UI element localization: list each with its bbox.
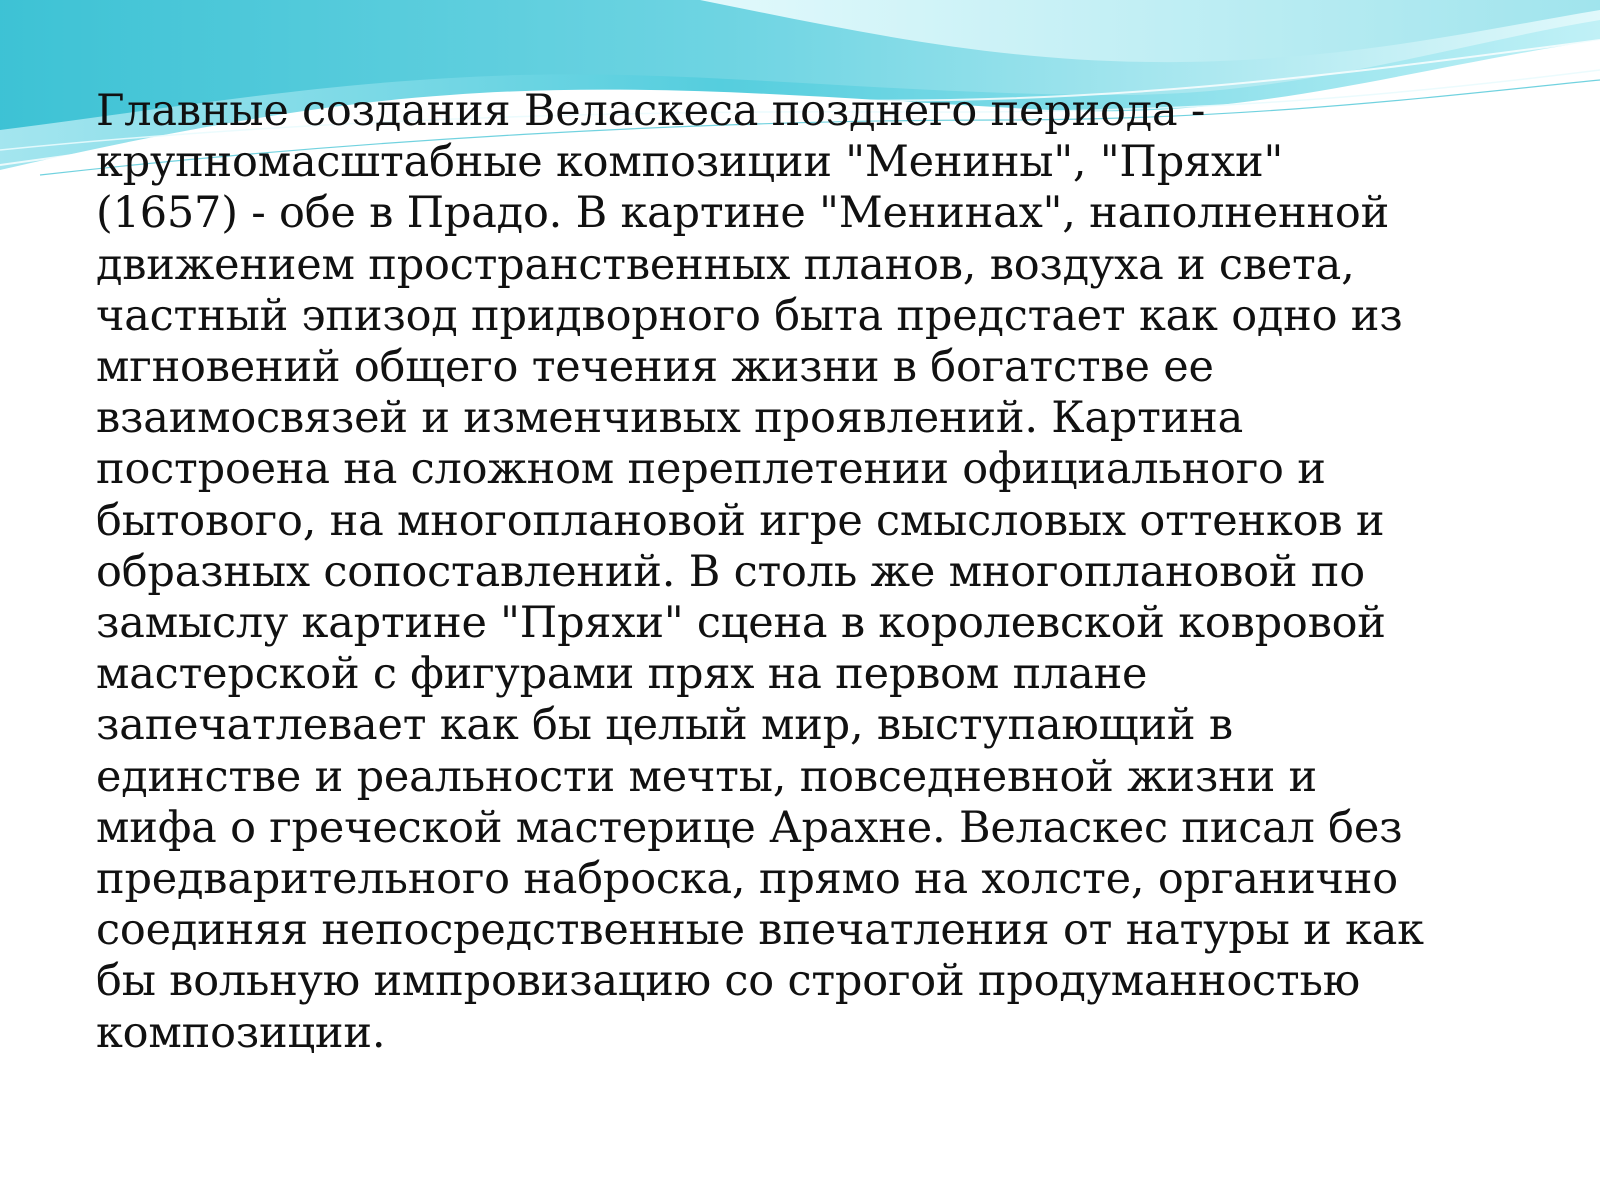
text-line: (1657) - обе в Прадо. В картине "Менинах", наполненной <box>96 188 1390 239</box>
text-line: мастерской с фигурами прях на первом плане <box>96 649 1148 700</box>
text-line: предварительного наброска, прямо на холсте, органично <box>96 854 1398 905</box>
text-line: запечатлевает как бы целый мир, выступающий в <box>96 700 1233 751</box>
text-line: соединяя непосредственные впечатления от натуры и как <box>96 905 1424 956</box>
text-line: бы вольную импровизацию со строгой продуманностью <box>96 956 1360 1007</box>
text-line: движением пространственных планов, воздуха и света, <box>96 239 1355 290</box>
text-line: взаимосвязей и изменчивых проявлений. Картина <box>96 393 1244 444</box>
text-line: замыслу картине "Пряхи" сцена в королевской ковровой <box>96 598 1386 649</box>
text-line: композиции. <box>96 1007 386 1058</box>
text-line: частный эпизод придворного быта предстает как одно из <box>96 290 1403 341</box>
text-line: мгновений общего течения жизни в богатстве ее <box>96 342 1214 393</box>
text-line: образных сопоставлений. В столь же многоплановой по <box>96 546 1365 597</box>
text-line: бытового, на многоплановой игре смысловых оттенков и <box>96 495 1385 546</box>
text-line: Главные создания Веласкеса позднего периода - <box>96 86 1206 136</box>
slide-body-text <box>96 86 1536 1059</box>
text-line: крупномасштабные композиции "Менины", "Пряхи" <box>96 137 1284 188</box>
text-line: построена на сложном переплетении официального и <box>96 444 1326 495</box>
text-line: единстве и реальности мечты, повседневной жизни и <box>96 751 1317 802</box>
text-line: мифа о греческой мастерице Арахне. Веласкес писал без <box>96 802 1403 853</box>
